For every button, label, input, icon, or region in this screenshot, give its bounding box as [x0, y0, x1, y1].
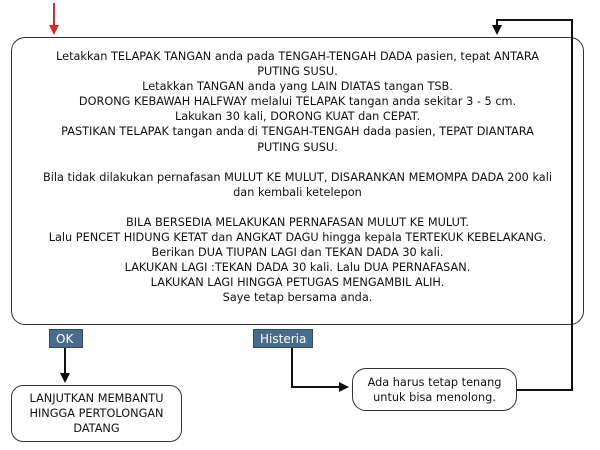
loop-back-arrow — [497, 20, 572, 390]
end-box-line: HINGGA PERTOLONGAN — [29, 407, 164, 420]
note-box-line: Ada harus tetap tenang — [367, 375, 502, 389]
end-box-line: DATANG — [73, 422, 120, 435]
instruction-line: Bila tidak dilakukan pernafasan MULUT KE MULUT, DISARANKAN MEMOMPA DADA 200 kali — [42, 170, 553, 184]
ok-tag: OK — [49, 329, 83, 348]
instruction-line: LAKUKAN LAGI :TEKAN DADA 30 kali. Lalu DUA PERNAFASAN. — [124, 261, 471, 275]
instruction-line: PASTIKAN TELAPAK tangan anda di TENGAH-TENGAH dada pasien, TEPAT DIANTARA — [61, 125, 534, 139]
instruction-line: Berikan DUA TIUPAN LAGI dan TEKAN DADA 30 kali. — [151, 246, 444, 260]
instruction-line: LAKUKAN LAGI HINGGA PETUGAS MENGAMBIL ALIH. — [150, 276, 445, 290]
instruction-line: PUTING SUSU. — [257, 65, 338, 79]
instruction-line: Lakukan 30 kali, DORONG KUAT dan CEPAT. — [174, 110, 421, 124]
histeria-tag: Histeria — [253, 329, 313, 348]
histeria-arrow — [292, 348, 347, 387]
instruction-line: BILA BERSEDIA MELAKUKAN PERNAFASAN MULUT KE MULUT. — [126, 215, 469, 229]
end-box-line: LANJUTKAN MEMBANTU — [29, 392, 164, 405]
instruction-line: dan kembali ketelepon — [233, 185, 362, 199]
instruction-line: PUTING SUSU. — [257, 140, 338, 154]
instruction-line: DORONG KEBAWAH HALFWAY melalui TELAPAK tangan anda sekitar 3 - 5 cm. — [78, 95, 517, 109]
instruction-line: Saye tetap bersama anda. — [222, 291, 373, 305]
instruction-line: Letakkan TELAPAK TANGAN anda pada TENGAH-TENGAH DADA pasien, tepat ANTARA — [56, 50, 539, 63]
instruction-line: Lalu PENCET HIDUNG KETAT dan ANGKAT DAGU hingga kepala TERTEKUK KEBELAKANG. — [48, 230, 547, 244]
instruction-line: Letakkan TANGAN anda yang LAIN DIATAS tangan TSB. — [142, 80, 453, 94]
note-box-line: untuk bisa menolong. — [373, 390, 496, 404]
